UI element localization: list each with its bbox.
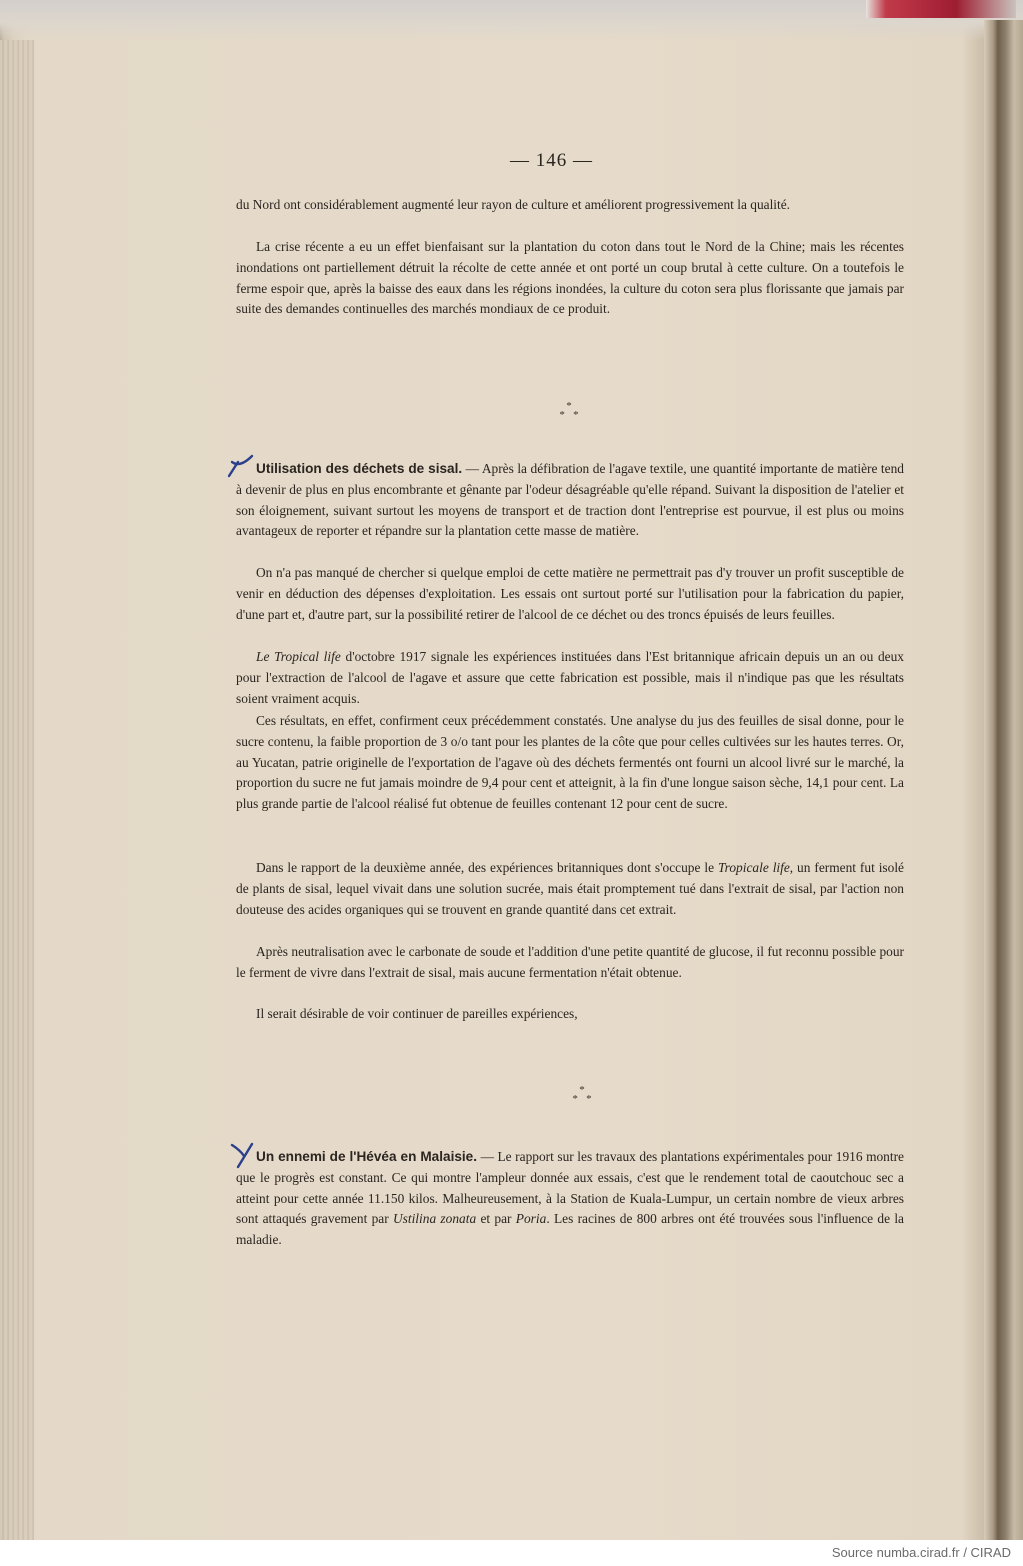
intro-paragraph-1: du Nord ont considérablement augmenté leur rayon de culture et améliorent progressivement la qualité. bbox=[236, 197, 791, 212]
section-sisal-paragraph-7: Il serait désirable de voir continuer de pareilles expériences, bbox=[256, 1006, 578, 1021]
asterism-star: * bbox=[573, 409, 579, 421]
species-name: Poria bbox=[515, 1211, 547, 1227]
asterism-separator-2 bbox=[562, 1086, 602, 1104]
asterism-separator-1 bbox=[549, 402, 589, 420]
asterism-star: * bbox=[566, 400, 572, 412]
section-sisal-lead-text: — Après la défibration de l'agave textile, une quantité importante de matière tend à devenir de plus en plus encombrante et gênante par l'odeur désagréable qu'elle répand. Suivant la disposition de l'atelier et son éloignement, suivant surtout les moyens de transport et de traction dont l'entreprise est pourvue, il est plus ou moins avantageux de reporter et répandre sur la plantation cette masse de matière. bbox=[236, 461, 904, 539]
journal-title: Tropicale life bbox=[717, 860, 790, 875]
asterism-star: * bbox=[572, 1093, 578, 1105]
section-sisal-paragraph-2: On n'a pas manqué de chercher si quelque emploi de cette matière ne permettrait pas d'y trouver un profit susceptible de venir en déduction des dépenses d'exploitation. Les essais ont surtout porté sur l'utilisation pour la fabrication du papier, d'une part et, d'autre part, sur la possibilité retirer de l'alcool de ce déchet ou des troncs épuisés de leurs feuilles. bbox=[236, 565, 904, 622]
intro-paragraph-2: La crise récente a eu un effet bienfaisant sur la plantation du coton dans tout le Nord de la Chine; mais les récentes inondations ont partiellement détruit la récolte de cette année et ont porté un coup brutal à cette culture. On a toutefois le ferme espoir que, après la baisse des eaux dans les régions inondées, la culture du coton sera plus florissante que jamais par suite des demandes continuelles des marchés mondiaux de ce produit. bbox=[236, 239, 904, 317]
page-number: — 146 — bbox=[510, 150, 593, 171]
section-sisal-paragraph-5: Dans le rapport de la deuxième année, des expériences britanniques dont s'occupe le Tropicale life, un ferment fut isolé de plants de sisal, lequel vivait dans une solution sucrée, mais était promptement tué dans l'extrait de sisal, par l'action non douteuse des acides organiques qui se trouvent en grande quantité dans cet extrait. bbox=[236, 860, 904, 917]
asterism-star: * bbox=[586, 1093, 592, 1105]
section-heading-hevea: Un ennemi de l'Hévéa en Malaisie. bbox=[256, 1149, 478, 1164]
asterism-star: * bbox=[559, 409, 565, 421]
species-name: Ustilina zonata bbox=[392, 1211, 477, 1227]
section-sisal-paragraph-1 bbox=[236, 459, 904, 542]
journal-title: Le Tropical life bbox=[256, 649, 341, 664]
section-sisal-paragraph-3: Le Tropical life d'octobre 1917 signale les expériences instituées dans l'Est britannique africain depuis un an ou deux pour l'extraction de l'alcool de l'agave et assure que cette fabrication est possible, mais il n'indique pas que les résultats soient vraiment acquis. bbox=[236, 649, 904, 706]
asterism-star: * bbox=[579, 1084, 585, 1096]
section-hevea-paragraph: Un ennemi de l'Hévéa en Malaisie. — Le rapport sur les travaux des plantations expérimentales pour 1916 montre que le progrès est constant. Ce qui montre l'ampleur donnée aux essais, c'est que le rendement total de caoutchouc sec a atteint pour cette année 11.150 kilos. Malheureusement, à la Station de Kuala-Lumpur, un certain nombre de vieux arbres sont attaqués gravement par Ustilina zonata et par Poria. Les racines de 800 arbres ont été trouvées sous l'influence de la maladie. bbox=[236, 1149, 904, 1248]
section-sisal-paragraph-6: Après neutralisation avec le carbonate de soude et l'addition d'une petite quantité de glucose, il fut reconnu possible pour le ferment de vivre dans l'extrait de sisal, mais aucune fermentation n'était obtenue. bbox=[236, 944, 904, 980]
section-heading-sisal: Utilisation des déchets de sisal. bbox=[256, 461, 463, 476]
source-credit: Source numba.cirad.fr / CIRAD bbox=[831, 1545, 1011, 1560]
section-sisal-paragraph-4: Ces résultats, en effet, confirment ceux précédemment constatés. Une analyse du jus des feuilles de sisal donne, pour le sucre contenu, la faible proportion de 3 o/o tant pour les plantes de la côte que pour celles cultivées sur les hautes terres. Or, au Yucatan, patrie originelle de l'exportation de l'agave où des déchets fermentés ont fourni un alcool livré sur le marché, la proportion du sucre ne fut jamais moindre de 9,4 pour cent et atteignit, à la fin d'une longue saison sèche, 14,1 pour cent. La plus grande partie de l'alcool réalisé fut obtenue de feuilles contenant 12 pour cent de sucre. bbox=[236, 713, 904, 812]
